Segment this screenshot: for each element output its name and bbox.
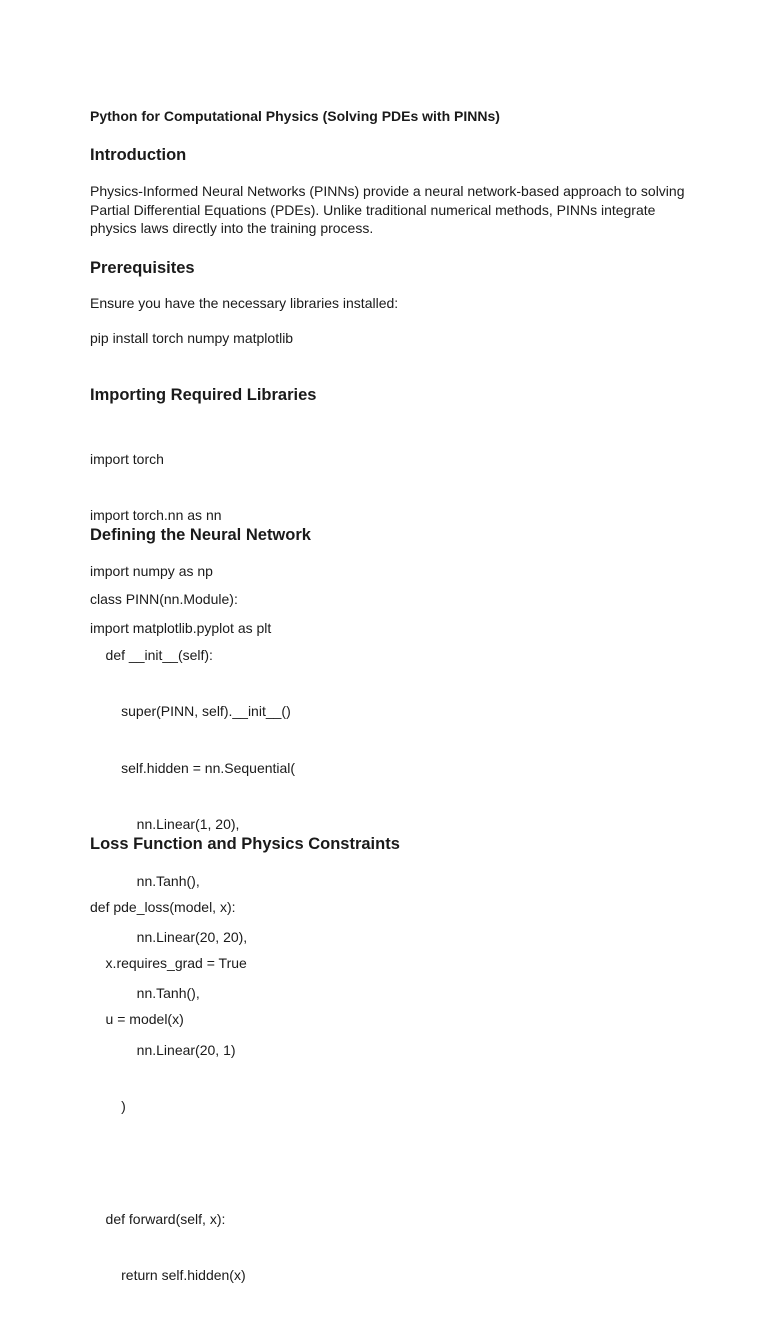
heading-loss: Loss Function and Physics Constraints [90, 835, 400, 853]
install-command: pip install torch numpy matplotlib [90, 330, 294, 346]
introduction-paragraph: Physics-Informed Neural Networks (PINNs) provide a neural network-based approach to solving Partial Differential Equations (PDEs). Unlike traditional numerical methods, PINNs integrate physics laws directly into the training process. [90, 183, 685, 237]
document-title: Python for Computational Physics (Solving PDEs with PINNs) [90, 108, 500, 124]
heading-network: Defining the Neural Network [90, 526, 311, 544]
code-line: nn.Tanh(), [90, 872, 200, 889]
code-line: import torch.nn as nn [90, 506, 222, 523]
code-line: def pde_loss(model, x): [90, 898, 236, 915]
code-line: import torch [90, 450, 164, 467]
heading-imports: Importing Required Libraries [90, 386, 317, 404]
code-line: nn.Linear(20, 20), [90, 928, 248, 945]
code-line: nn.Linear(1, 20), [90, 816, 240, 833]
code-line: import matplotlib.pyplot as plt [90, 619, 272, 636]
loss-code-block [90, 860, 247, 1067]
heading-introduction: Introduction [90, 146, 187, 164]
code-line: x.requires_grad = True [90, 954, 247, 971]
code-line: ) [90, 1098, 126, 1115]
code-line: super(PINN, self).__init__() [90, 703, 291, 720]
heading-prerequisites: Prerequisites [90, 259, 195, 277]
code-line: self.hidden = nn.Sequential( [90, 759, 296, 776]
code-line: class PINN(nn.Module): [90, 590, 238, 607]
code-line [90, 1154, 295, 1173]
code-line: nn.Tanh(), [90, 985, 200, 1002]
code-line: import numpy as np [90, 563, 213, 580]
prerequisites-paragraph: Ensure you have the necessary libraries installed: [90, 295, 399, 311]
code-line: return self.hidden(x) [90, 1267, 246, 1284]
code-line: u = model(x) [90, 1011, 184, 1028]
code-line: nn.Linear(20, 1) [90, 1041, 236, 1058]
code-line: def forward(self, x): [90, 1210, 226, 1227]
code-line: def __init__(self): [90, 646, 213, 663]
